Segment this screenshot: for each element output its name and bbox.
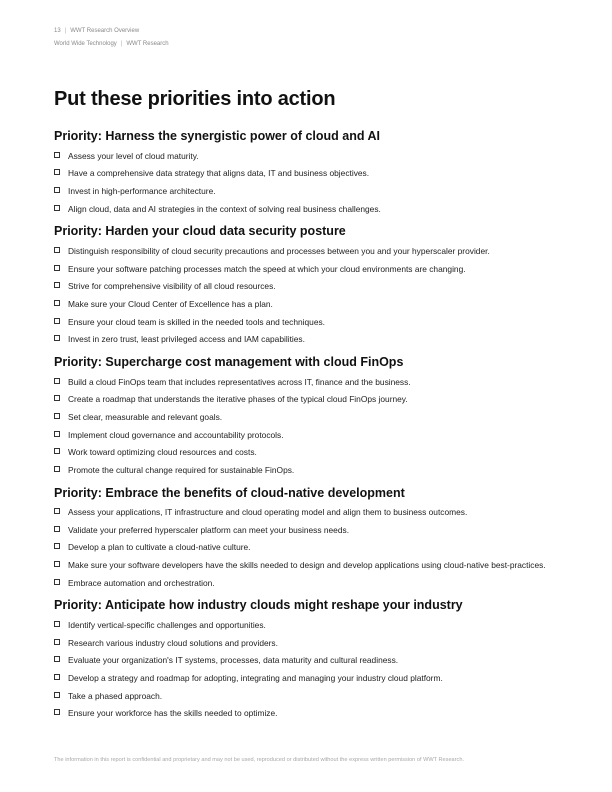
priority-label: Priority: (54, 354, 102, 369)
checkbox-icon[interactable] (54, 205, 60, 211)
checkbox-icon[interactable] (54, 169, 60, 175)
priority-section (54, 128, 554, 217)
header-company: World Wide Technology (54, 41, 117, 47)
checklist-item-text: Work toward optimizing cloud resources and costs. (68, 447, 257, 458)
page-number: 13 (54, 28, 61, 34)
checklist (54, 504, 554, 592)
checklist-item (54, 669, 554, 687)
checkbox-icon[interactable] (54, 692, 60, 698)
checklist (54, 616, 554, 722)
checklist-item-text: Ensure your workforce has the skills needed to optimize. (68, 708, 278, 719)
checklist-item-text: Distinguish responsibility of cloud security precautions and processes between you and your hyperscaler provider. (68, 246, 490, 257)
priority-section (54, 597, 554, 722)
checklist-item (54, 461, 554, 479)
checkbox-icon[interactable] (54, 543, 60, 549)
checklist-item (54, 278, 554, 296)
checkbox-icon[interactable] (54, 526, 60, 532)
checkbox-icon[interactable] (54, 431, 60, 437)
checklist-item-text: Assess your level of cloud maturity. (68, 150, 199, 161)
checkbox-icon[interactable] (54, 247, 60, 253)
checklist-item-text: Align cloud, data and AI strategies in the context of solving real business challenges. (68, 203, 381, 214)
checkbox-icon[interactable] (54, 152, 60, 158)
priority-label: Priority: (54, 129, 102, 143)
priority-heading (54, 354, 554, 371)
checklist-item (54, 391, 554, 409)
checklist-item-text: Ensure your software patching processes match the speed at which your cloud environments are changing. (68, 263, 466, 274)
checklist-item (54, 704, 554, 722)
checkbox-icon[interactable] (54, 187, 60, 193)
checklist-item (54, 521, 554, 539)
priority-heading (54, 128, 554, 145)
checklist-item-text: Validate your preferred hyperscaler platform can meet your business needs. (68, 524, 350, 535)
priority-heading-text: Supercharge cost management with cloud FinOps (105, 354, 404, 369)
checklist-item (54, 165, 554, 183)
checklist-item-text: Embrace automation and orchestration. (68, 577, 215, 588)
priority-label: Priority: (54, 224, 102, 239)
checklist-item-text: Research various industry cloud solutions and providers. (68, 637, 278, 648)
running-header (54, 25, 169, 51)
checkbox-icon[interactable] (54, 709, 60, 715)
priority-heading-text: Anticipate how industry clouds might reshape your industry (104, 598, 463, 613)
checklist-item-text: Make sure your software developers have the skills needed to design and develop applications using cloud-native best-practices. (68, 560, 546, 571)
checklist (54, 373, 554, 479)
checklist-item (54, 574, 554, 592)
checklist-item (54, 408, 554, 426)
checklist-item (54, 242, 554, 260)
checkbox-icon[interactable] (54, 561, 60, 567)
checklist-item (54, 426, 554, 444)
checkbox-icon[interactable] (54, 318, 60, 324)
checkbox-icon[interactable] (54, 656, 60, 662)
priority-label: Priority: (54, 598, 102, 613)
checklist-item-text: Ensure your cloud team is skilled in the needed tools and techniques. (68, 316, 325, 327)
checklist-item-text: Assess your applications, IT infrastructure and cloud operating model and align them to business outcomes. (68, 507, 468, 518)
checkbox-icon[interactable] (54, 395, 60, 401)
header-separator: | (120, 41, 123, 47)
checklist-item (54, 539, 554, 557)
checklist-item (54, 147, 554, 165)
priority-heading-text: Harden your cloud data security posture (105, 224, 346, 239)
checklist-item-text: Develop a plan to cultivate a cloud-native culture. (68, 542, 251, 553)
checklist-item (54, 634, 554, 652)
checklist-item (54, 556, 554, 574)
priority-heading (54, 223, 554, 240)
priority-heading (54, 485, 554, 502)
checklist-item-text: Strive for comprehensive visibility of all cloud resources. (68, 281, 276, 292)
priority-section (54, 485, 554, 592)
checklist-item (54, 182, 554, 200)
checklist-item (54, 330, 554, 348)
checklist-item-text: Make sure your Cloud Center of Excellence has a plan. (68, 298, 273, 309)
checklist-item-text: Take a phased approach. (68, 690, 163, 701)
checkbox-icon[interactable] (54, 579, 60, 585)
checklist-item-text: Create a roadmap that understands the iterative phases of the typical cloud FinOps journey. (68, 394, 408, 405)
checklist (54, 147, 554, 217)
page-title: Put these priorities into action (54, 88, 336, 110)
checklist-item-text: Set clear, measurable and relevant goals. (68, 411, 223, 422)
checklist-item (54, 616, 554, 634)
checklist-item (54, 652, 554, 670)
priority-section (54, 354, 554, 479)
confidentiality-footer: The information in this report is confidential and proprietary and may not be used, reproduced or distributed without the express written permission of WWT Research. (54, 757, 464, 763)
checkbox-icon[interactable] (54, 448, 60, 454)
header-separator: | (64, 28, 67, 34)
priority-heading-text: Harness the synergistic power of cloud and AI (105, 129, 381, 143)
checklist-item (54, 260, 554, 278)
header-line-2 (54, 38, 169, 51)
checklist-item (54, 295, 554, 313)
checklist-item (54, 373, 554, 391)
checklist-item-text: Build a cloud FinOps team that includes representatives across IT, finance and the business. (68, 376, 411, 387)
checklist-item-text: Promote the cultural change required for sustainable FinOps. (68, 464, 295, 475)
checklist-item-text: Identify vertical-specific challenges and opportunities. (68, 620, 266, 631)
checklist-item-text: Evaluate your organization's IT systems, processes, data maturity and cultural readiness. (68, 655, 399, 666)
checkbox-icon[interactable] (54, 413, 60, 419)
header-division: WWT Research (126, 41, 169, 47)
checklist-item (54, 313, 554, 331)
checklist-item-text: Have a comprehensive data strategy that aligns data, IT and business objectives. (68, 168, 370, 179)
checkbox-icon[interactable] (54, 282, 60, 288)
header-line-1 (54, 25, 169, 38)
checklist (54, 242, 554, 348)
checkbox-icon[interactable] (54, 265, 60, 271)
checkbox-icon[interactable] (54, 466, 60, 472)
checkbox-icon[interactable] (54, 621, 60, 627)
checklist-item-text: Implement cloud governance and accountability protocols. (68, 429, 284, 440)
header-doc-title: WWT Research Overview (70, 28, 140, 34)
checkbox-icon[interactable] (54, 335, 60, 341)
checkbox-icon[interactable] (54, 378, 60, 384)
checklist-item (54, 687, 554, 705)
priority-heading-text: Embrace the benefits of cloud-native development (105, 485, 405, 500)
checkbox-icon[interactable] (54, 639, 60, 645)
priority-label: Priority: (54, 485, 102, 500)
priority-section (54, 223, 554, 348)
checkbox-icon[interactable] (54, 674, 60, 680)
checklist-item-text: Invest in zero trust, least privileged access and IAM capabilities. (68, 334, 305, 345)
priority-heading (54, 597, 554, 614)
checklist-item (54, 200, 554, 218)
checklist-item (54, 504, 554, 522)
checklist-item-text: Invest in high-performance architecture. (68, 185, 216, 196)
checklist-item-text: Develop a strategy and roadmap for adopting, integrating and managing your industry cloud platform. (68, 673, 443, 684)
checkbox-icon[interactable] (54, 508, 60, 514)
priority-sections (54, 128, 554, 722)
checkbox-icon[interactable] (54, 300, 60, 306)
checklist-item (54, 443, 554, 461)
